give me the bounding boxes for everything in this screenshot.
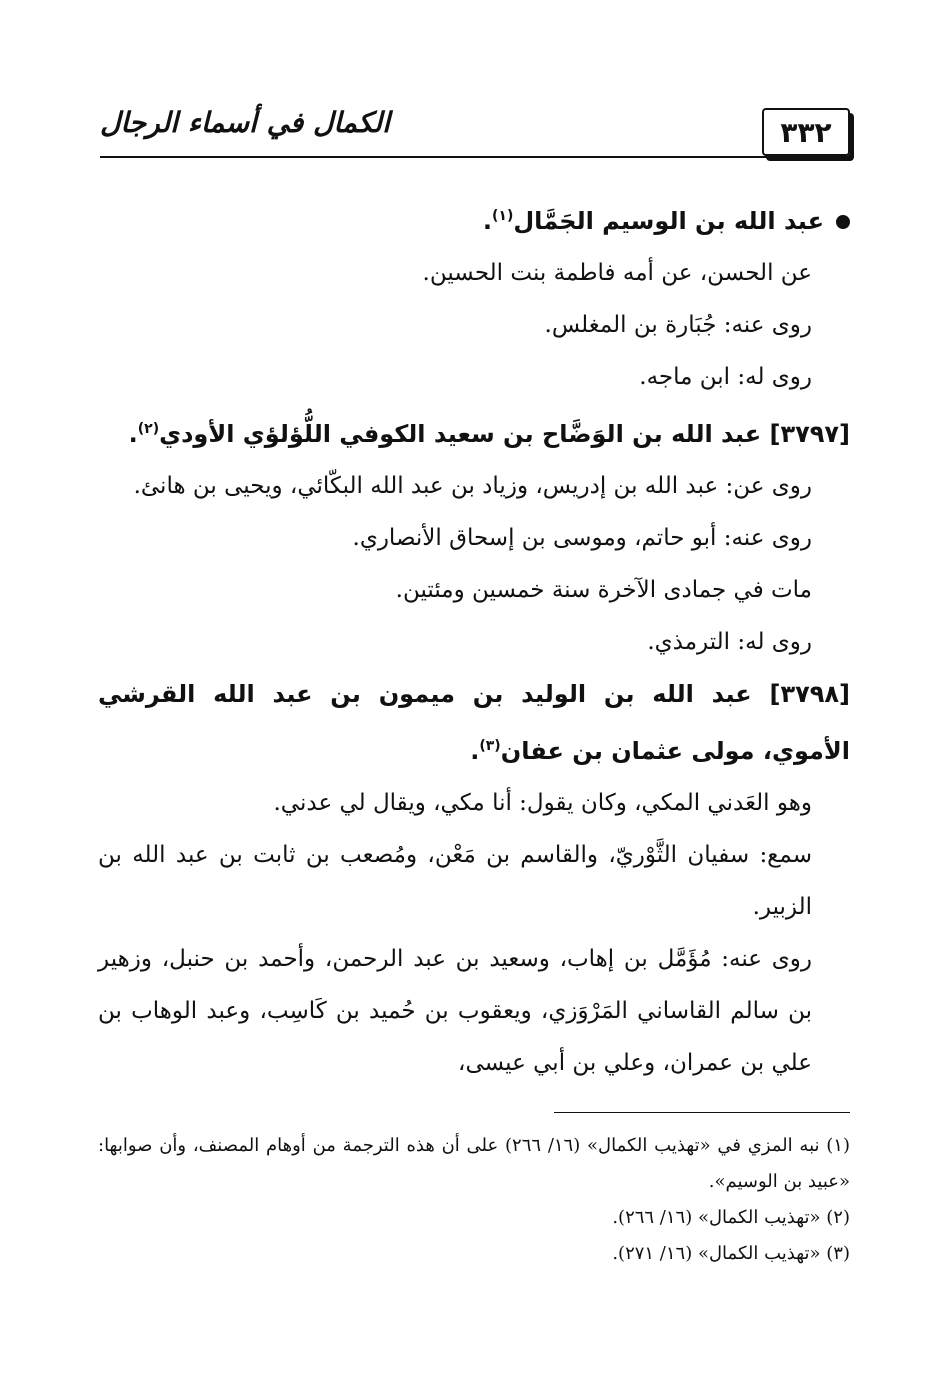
- bullet-icon: [836, 215, 850, 229]
- entry-line: روى له: ابن ماجه.: [639, 364, 812, 390]
- page-header: [100, 100, 850, 160]
- entry-heading: [٣٧٩٧] عبد الله بن الوَضَّاح بن سعيد الكوفي اللُّؤلؤي الأودي$^{(٢)}$.: [128, 420, 850, 448]
- footnote-ref: (١): [492, 208, 514, 224]
- entry-paragraph: روى عنه: مُؤَمَّل بن إهاب، وسعيد بن عبد الرحمن، وأحمد بن حنبل، وزهير بن سالم القاساني المَرْوَزي، ويعقوب بن حُميد بن كَاسِب، وعبد الوهاب بن علي بن عمران، وعلي بن أبي عيسى،: [98, 946, 812, 1076]
- entry-line: وهو العَدني المكي، وكان يقول: أنا مكي، ويقال لي عدني.: [273, 790, 812, 816]
- entry-line: روى له: الترمذي.: [647, 629, 812, 655]
- entry-heading: عبد الله بن الوسيم الجَمَّال$^{(١)}$.: [98, 190, 850, 247]
- book-title: الكمال في أسماء الرجال: [100, 106, 390, 139]
- page-number: ٣٣٢: [762, 108, 850, 156]
- footnote-ref: (٣): [479, 738, 501, 754]
- footnote-separator: [554, 1112, 850, 1113]
- footnotes: [98, 1128, 850, 1272]
- entry-paragraph: سمع: سفيان الثَّوْريّ، والقاسم بن مَعْن، ومُصعب بن ثابت بن عبد الله بن الزبير.: [98, 842, 812, 920]
- main-text: [98, 190, 850, 1089]
- footnote-2: (٢) «تهذيب الكمال» (١٦/ ٢٦٦).: [612, 1207, 850, 1228]
- entry-line: روى عنه: جُبَارة بن المغلس.: [544, 312, 812, 338]
- header-rule: [100, 156, 850, 158]
- footnote-1: (١) نبه المزي في «تهذيب الكمال» (١٦/ ٢٦٦) على أن هذه الترجمة من أوهام المصنف، وأن صوابها: «عبيد بن الوسيم».: [98, 1135, 850, 1192]
- footnote-3: (٣) «تهذيب الكمال» (١٦/ ٢٧١).: [612, 1243, 850, 1264]
- entry-line: عن الحسن، عن أمه فاطمة بنت الحسين.: [422, 260, 812, 286]
- entry-line: مات في جمادى الآخرة سنة خمسين ومئتين.: [395, 577, 812, 603]
- footnote-ref: (٢): [137, 421, 160, 437]
- entry-paragraph: روى عن: عبد الله بن إدريس، وزياد بن عبد الله البكّائي، ويحيى بن هانئ.: [133, 473, 812, 499]
- entry-line: روى عنه: أبو حاتم، وموسى بن إسحاق الأنصاري.: [352, 525, 812, 551]
- entry-heading: [٣٧٩٨] عبد الله بن الوليد بن ميمون بن عبد الله القرشي الأموي، مولى عثمان بن عفان$^{(٣)}$.: [98, 680, 850, 765]
